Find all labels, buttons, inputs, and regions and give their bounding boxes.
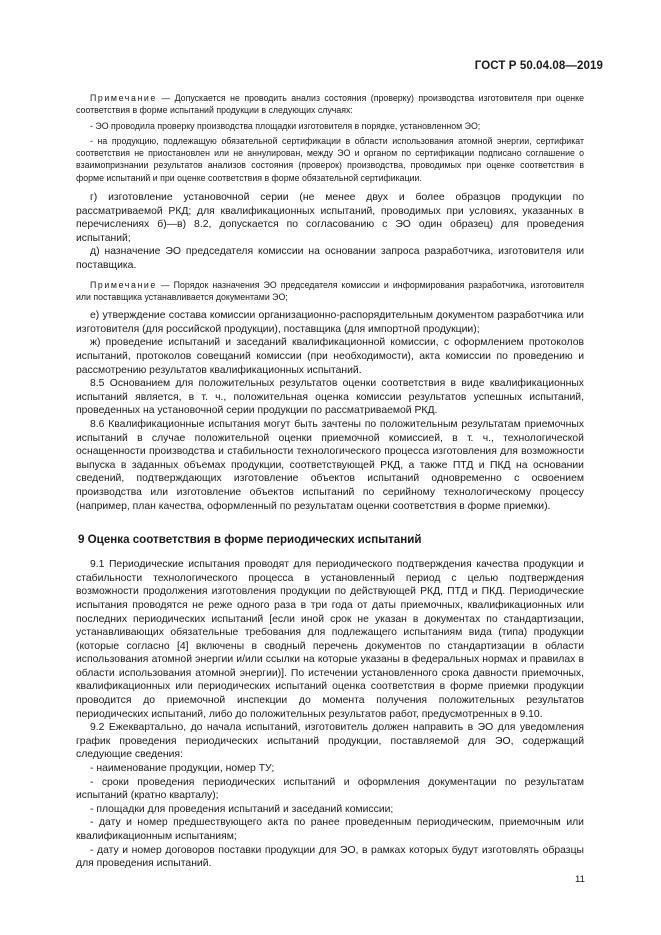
list-item: - дату и номер договоров поставки продукции для ЭО, в рамках которых будут изготовлять образцы для проведения испытаний. <box>76 844 584 870</box>
note-label: Примечание <box>90 279 157 290</box>
page-number: 11 <box>575 874 585 885</box>
note-text: — Допускается не проводить анализ состояния (проверку) производства изготовителя при оценке соответствия в форме испытаний продукции в следующих случаях: <box>76 93 584 116</box>
paragraph-9-1: 9.1 Периодические испытания проводят для периодического подтверждения качества продукции и стабильности технологического процесса в установленный период с целью подтверждения возможности продолжения изготовления продукции по действующей РКД, ПТД и ПКД. Периодические испытания проводятся не реже одного раза в три года от даты приемочных, квалификационных или последних периодических испытаний [если иной срок не указан в документах по стандартизации, устанавливающих обязательные требования для подлежащего испытаниям вида (типа) продукции (которые согласно [4] включены в сводный перечень документов по стандартизации в области использования атомной энергии и/или ссылки на которые указаны в федеральных нормах и правилах в области использования атомной энергии)]. По истечении установленного срока давности приемочных, квалификационных или периодических испытаний оценка соответствия в форме приемки продукции проводится до приемочной инспекции до момента получения положительных результатов периодических испытаний, либо до положительных результатов работ, предусмотренных в 9.10. <box>76 559 584 720</box>
list-item-e: е) утверждение состава комиссии организационно-распорядительным документом разработчика или изготовителя (для российской продукции), поставщика (для импортной продукции); <box>76 310 584 335</box>
list-item-d: д) назначение ЭО председателя комиссии на основании запроса разработчика, изготовителя или поставщика. <box>76 246 584 272</box>
paragraph-9-2: 9.2 Ежеквартально, до начала испытаний, изготовитель должен направить в ЭО для уведомления график проведения периодических испытаний продукции, поставляемой для ЭО, содержащий следующие сведения: <box>76 722 584 761</box>
document-header: ГОСТ Р 50.04.08—2019 <box>474 60 603 72</box>
paragraph-8-6: 8.6 Квалификационные испытания могут быть зачтены по положительным результатам приемочных испытаний в случае положительной оценки приемочной комиссией, в т. ч., технологической оснащенности производства и стабильности технологического процесса изготовления для возможности выпуска в заданных объемах продукции, соответствующей РКД, а также ПТД и ПКД на основании сведений, подтверждающих изготовление объектов испытаний одновременно с освоением производства или изготовление объектов испытаний по серийному технологическому процессу (например, план качества, оформленный по результатам оценки соответствия в форме приемки). <box>76 418 584 512</box>
note-label: Примечание <box>90 93 157 103</box>
section-9-heading: 9 Оценка соответствия в форме периодических испытаний <box>78 533 422 547</box>
note-item: - ЭО проводила проверку производства площадки изготовителя в порядке, установленном ЭО; <box>90 120 481 131</box>
paragraph-8-5: 8.5 Основанием для положительных результатов оценки соответствия в виде квалификационных испытаний является, в т. ч., положительная оценка комиссии результатов успешных испытаний, проведенных на установочной серии продукции по рассматриваемой РКД. <box>76 378 584 417</box>
list-item: - сроки проведения периодических испытаний и оформления документации по результатам испытаний (кратно кварталу); <box>76 776 584 802</box>
list-item-zh: ж) проведение испытаний и заседаний квалификационной комиссии, с оформлением протоколов испытаний, протоколов совещаний комиссии (при необходимости), акта комиссии по проведению и рассмотрению результатов квалификационных испытаний. <box>76 337 584 376</box>
list-item-g: г) изготовление установочной серии (не менее двух и более образцов продукции по рассматриваемой РКД; для квалификационных испытаний, проводимых при условиях, указанных в перечислениях б)—в) 8.2, допускается по согласованию с ЭО один образец) для проведения испытаний; <box>76 192 584 244</box>
note-text: — Порядок назначения ЭО председателя комиссии и информирования разработчика, изготовителя или поставщика устанавливается документами ЭО; <box>76 279 584 302</box>
list-item: - дату и номер предшествующего акта по ранее проведенным периодическим, приемочным или квалификационным испытаниям; <box>76 817 584 843</box>
note-appointment <box>76 279 584 304</box>
page-content <box>76 92 584 871</box>
list-item: - наименование продукции, номер ТУ; <box>90 763 275 775</box>
list-item: - площадки для проведения испытаний и заседаний комиссии; <box>90 803 394 815</box>
note-item: - на продукцию, подлежащую обязательной сертификации в области использования атомной энергии, сертификат соответствия не приостановлен или не аннулирован, между ЭО и органом по сертификации подписано соглашение о взаимопризнании результатов анализов состояния (проверок) производства, проводимых при оценке соответствия в форме испытаний и при оценке соответствия в форме обязательной сертификации. <box>76 135 584 183</box>
note-intro <box>76 92 584 117</box>
